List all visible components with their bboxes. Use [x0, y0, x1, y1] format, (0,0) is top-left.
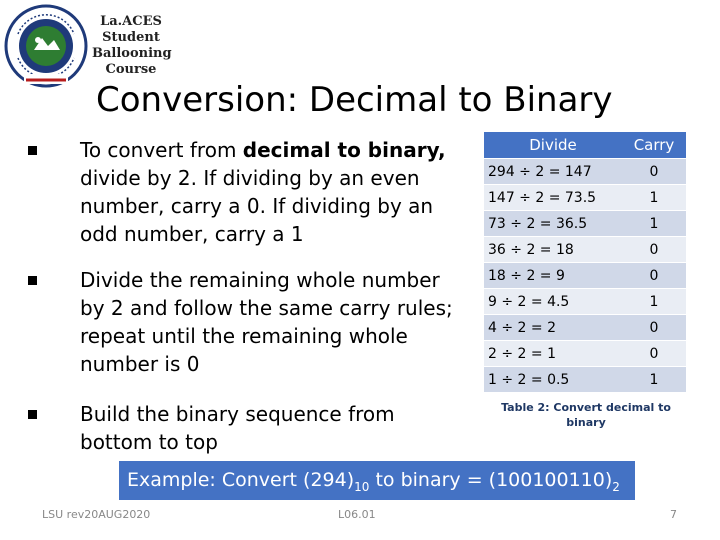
- conversion-table: [484, 132, 686, 392]
- example-prefix: Example: Convert (294): [127, 469, 355, 491]
- divide-cell: 147 ÷ 2 = 73.5: [484, 185, 622, 211]
- divide-cell: 36 ÷ 2 = 18: [484, 237, 622, 263]
- footer-page-number: 7: [670, 508, 677, 521]
- bullet-text-pre: To convert from: [80, 138, 243, 162]
- carry-cell: 1: [622, 289, 686, 315]
- bullet-text: Divide the remaining whole number by 2 and follow the same carry rules; repeat until the remaining whole number is 0: [80, 268, 453, 376]
- square-bullet-icon: [28, 410, 37, 419]
- example-banner: [119, 461, 635, 500]
- bullet-item: [28, 136, 468, 248]
- table-row: [484, 211, 686, 237]
- bullet-item: [28, 400, 468, 456]
- slide-title: Conversion: Decimal to Binary: [96, 80, 613, 120]
- divide-cell: 2 ÷ 2 = 1: [484, 341, 622, 367]
- divide-cell: 294 ÷ 2 = 147: [484, 159, 622, 185]
- logo-line: La.ACES: [100, 14, 162, 29]
- logo-text: [92, 14, 170, 78]
- logo-line: Ballooning: [92, 46, 172, 61]
- carry-cell: 0: [622, 315, 686, 341]
- square-bullet-icon: [28, 146, 37, 155]
- divide-cell: 1 ÷ 2 = 0.5: [484, 367, 622, 393]
- divide-cell: 9 ÷ 2 = 4.5: [484, 289, 622, 315]
- table-row: [484, 315, 686, 341]
- table-row: [484, 263, 686, 289]
- header-carry: Carry: [622, 132, 686, 159]
- table-header-row: [484, 132, 686, 159]
- footer-revision: LSU rev20AUG2020: [42, 508, 151, 521]
- carry-cell: 0: [622, 263, 686, 289]
- bullet-list: [28, 136, 468, 456]
- logo-line: Student: [102, 30, 160, 45]
- footer-lesson-id: L06.01: [338, 508, 376, 521]
- logo-line: Course: [105, 62, 157, 77]
- table-row: [484, 289, 686, 315]
- carry-cell: 0: [622, 237, 686, 263]
- bullet-text-post: divide by 2. If dividing by an even number, carry a 0. If dividing by an odd number, carry a 1: [80, 166, 434, 246]
- carry-cell: 1: [622, 185, 686, 211]
- example-middle: to binary = (100100110): [369, 469, 613, 491]
- carry-cell: 1: [622, 367, 686, 393]
- example-base-2: 2: [612, 479, 620, 494]
- bullet-item: [28, 266, 468, 378]
- header-divide: Divide: [484, 132, 622, 159]
- carry-cell: 1: [622, 211, 686, 237]
- example-base-10: 10: [354, 479, 370, 494]
- carry-cell: 0: [622, 341, 686, 367]
- carry-cell: 0: [622, 159, 686, 185]
- laspace-seal-icon: [4, 4, 88, 88]
- course-logo: [4, 4, 172, 88]
- square-bullet-icon: [28, 276, 37, 285]
- bullet-text: Build the binary sequence from bottom to top: [80, 402, 395, 454]
- table-row: [484, 341, 686, 367]
- divide-cell: 18 ÷ 2 = 9: [484, 263, 622, 289]
- divide-cell: 73 ÷ 2 = 36.5: [484, 211, 622, 237]
- table-row: [484, 237, 686, 263]
- table-row: [484, 367, 686, 393]
- divide-cell: 4 ÷ 2 = 2: [484, 315, 622, 341]
- table-row: [484, 185, 686, 211]
- table-row: [484, 159, 686, 185]
- table-caption: Table 2: Convert decimal to binary: [501, 401, 671, 429]
- bullet-text-bold: decimal to binary,: [242, 138, 446, 162]
